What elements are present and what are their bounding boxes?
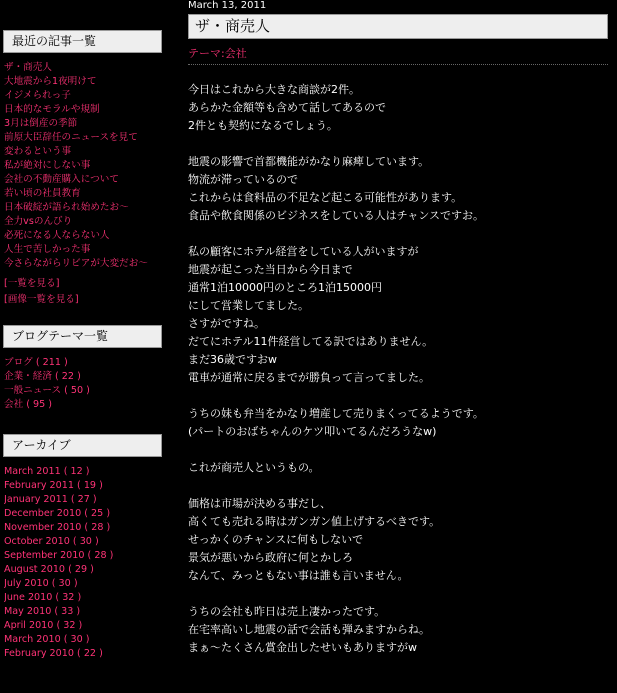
archive-month-link[interactable]: January 2011 ( 27 ): [4, 494, 97, 505]
blog-themes-heading: ブログテーマ一覧: [3, 325, 162, 348]
article-line: 価格は市場が決める事だし、: [188, 497, 331, 510]
archive-month-link[interactable]: March 2011 ( 12 ): [4, 466, 90, 477]
article-theme-row: [188, 47, 608, 65]
archive-month-link[interactable]: November 2010 ( 28 ): [4, 522, 111, 533]
blog-theme-link[interactable]: 会社 ( 95 ): [4, 399, 53, 410]
theme-label: テーマ:: [188, 47, 225, 60]
blog-theme-link[interactable]: ブログ ( 211 ): [4, 357, 68, 368]
article-line: なんて、みっともない事は誰も言いません。: [188, 569, 409, 582]
theme-link[interactable]: 会社: [224, 47, 247, 60]
article-line: だてにホテル11件経営してる訳ではありません。: [188, 335, 434, 348]
archive-month-link[interactable]: October 2010 ( 30 ): [4, 536, 99, 547]
article-paragraph: [188, 603, 608, 657]
sidebar: [2, 30, 162, 661]
recent-articles-list: [4, 61, 162, 271]
article-line: 2件とも契約になるでしょう。: [188, 119, 338, 132]
recent-article-link[interactable]: 日本破綻が語られ始めたお～: [4, 202, 129, 213]
article-line: さすがですね。: [188, 317, 265, 330]
archive-month-link[interactable]: February 2011 ( 19 ): [4, 480, 103, 491]
blog-theme-link[interactable]: 一般ニュース ( 50 ): [4, 385, 90, 396]
article-body: [188, 81, 608, 657]
article-paragraph: [188, 405, 608, 441]
recent-article-link[interactable]: 若い頃の社員教育: [4, 188, 81, 199]
article-line: 在宅率高いし地震の話で会話も弾みますからね。: [188, 623, 430, 636]
article-paragraph: [188, 495, 608, 585]
article-line: 高くても売れる時はガンガン値上げするべきです。: [188, 515, 441, 528]
article-line: (パートのおばちゃんのケツ叩いてるんだろうなw): [188, 425, 437, 438]
article-date: March 13, 2011: [188, 0, 267, 11]
blog-theme-link[interactable]: 企業・経済 ( 22 ): [4, 371, 81, 382]
article-line: 地震が起こった当日から今日まで: [188, 263, 353, 276]
archive-month-link[interactable]: September 2010 ( 28 ): [4, 550, 114, 561]
archive-list: [4, 465, 162, 661]
article-paragraph: [188, 459, 608, 477]
archive-month-link[interactable]: March 2010 ( 30 ): [4, 634, 90, 645]
article-line: 景気が悪いから政府に何とかしろ: [188, 551, 353, 564]
view-all-articles-link[interactable]: [一覧を見る]: [4, 278, 60, 289]
archive-month-link[interactable]: August 2010 ( 29 ): [4, 564, 94, 575]
recent-article-link[interactable]: 変わるという事: [4, 146, 72, 157]
recent-articles-heading: 最近の記事一覧: [3, 30, 162, 53]
archive-heading: アーカイブ: [3, 434, 162, 457]
article-line: 今日はこれから大きな商談が2件。: [188, 83, 360, 96]
recent-article-link[interactable]: 私が絶対にしない事: [4, 160, 91, 171]
article-line: うちの会社も昨日は売上凄かったです。: [188, 605, 386, 618]
recent-article-link[interactable]: 大地震から1夜明けて: [4, 76, 97, 87]
article-line: にして営業してました。: [188, 299, 309, 312]
article-line: まだ36歳ですおw: [188, 353, 277, 366]
article-line: まぁ～たくさん賞金出したせいもありますがw: [188, 641, 417, 654]
article-paragraph: [188, 153, 608, 225]
archive-month-link[interactable]: December 2010 ( 25 ): [4, 508, 111, 519]
article-line: あらかた金額等も含めて話してあるので: [188, 101, 386, 114]
recent-article-link[interactable]: 必死になる人ならない人: [4, 230, 110, 241]
article-line: これが商売人というもの。: [188, 461, 320, 474]
recent-article-link[interactable]: 人生で苦しかった事: [4, 244, 91, 255]
article-line: せっかくのチャンスに何もしないで: [188, 533, 364, 546]
article-paragraph: [188, 81, 608, 135]
article-line: これからは食料品の不足など起こる可能性があります。: [188, 191, 463, 204]
recent-article-link[interactable]: 前原大臣辞任のニュースを見て: [4, 132, 138, 143]
recent-article-link[interactable]: イジメられっ子: [4, 90, 71, 101]
article-line: 私の顧客にホテル経営をしている人がいますが: [188, 245, 419, 258]
article-line: 物流が滞っているので: [188, 173, 298, 186]
recent-article-link[interactable]: 今さらながらリビアが大変だお～: [4, 258, 148, 269]
archive-month-link[interactable]: May 2010 ( 33 ): [4, 606, 81, 617]
article-line: うちの妹も弁当をかなり増産して売りまくってるようです。: [188, 407, 484, 420]
article: [188, 0, 608, 675]
recent-article-link[interactable]: ザ・商売人: [4, 62, 52, 73]
article-line: 通常1泊10000円のところ1泊15000円: [188, 281, 382, 294]
recent-article-link[interactable]: 日本的なモラルや規制: [4, 104, 100, 115]
archive-month-link[interactable]: July 2010 ( 30 ): [4, 578, 78, 589]
article-title: ザ・商売人: [188, 14, 608, 39]
archive-month-link[interactable]: February 2010 ( 22 ): [4, 648, 103, 659]
archive-month-link[interactable]: April 2010 ( 32 ): [4, 620, 83, 631]
article-line: 電車が通常に戻るまでが勝負って言ってました。: [188, 371, 430, 384]
archive-month-link[interactable]: June 2010 ( 32 ): [4, 592, 82, 603]
article-line: 食品や飲食関係のビジネスをしている人はチャンスですお。: [188, 209, 485, 222]
recent-article-link[interactable]: 会社の不動産購入について: [4, 174, 119, 185]
blog-themes-list: [4, 356, 162, 412]
recent-article-link[interactable]: 3月は倒産の季節: [4, 118, 78, 129]
recent-article-link[interactable]: 全力vsのんびり: [4, 216, 73, 227]
article-line: 地震の影響で首都機能がかなり麻痺しています。: [188, 155, 430, 168]
view-images-link[interactable]: [画像一覧を見る]: [4, 294, 79, 305]
article-paragraph: [188, 243, 608, 387]
